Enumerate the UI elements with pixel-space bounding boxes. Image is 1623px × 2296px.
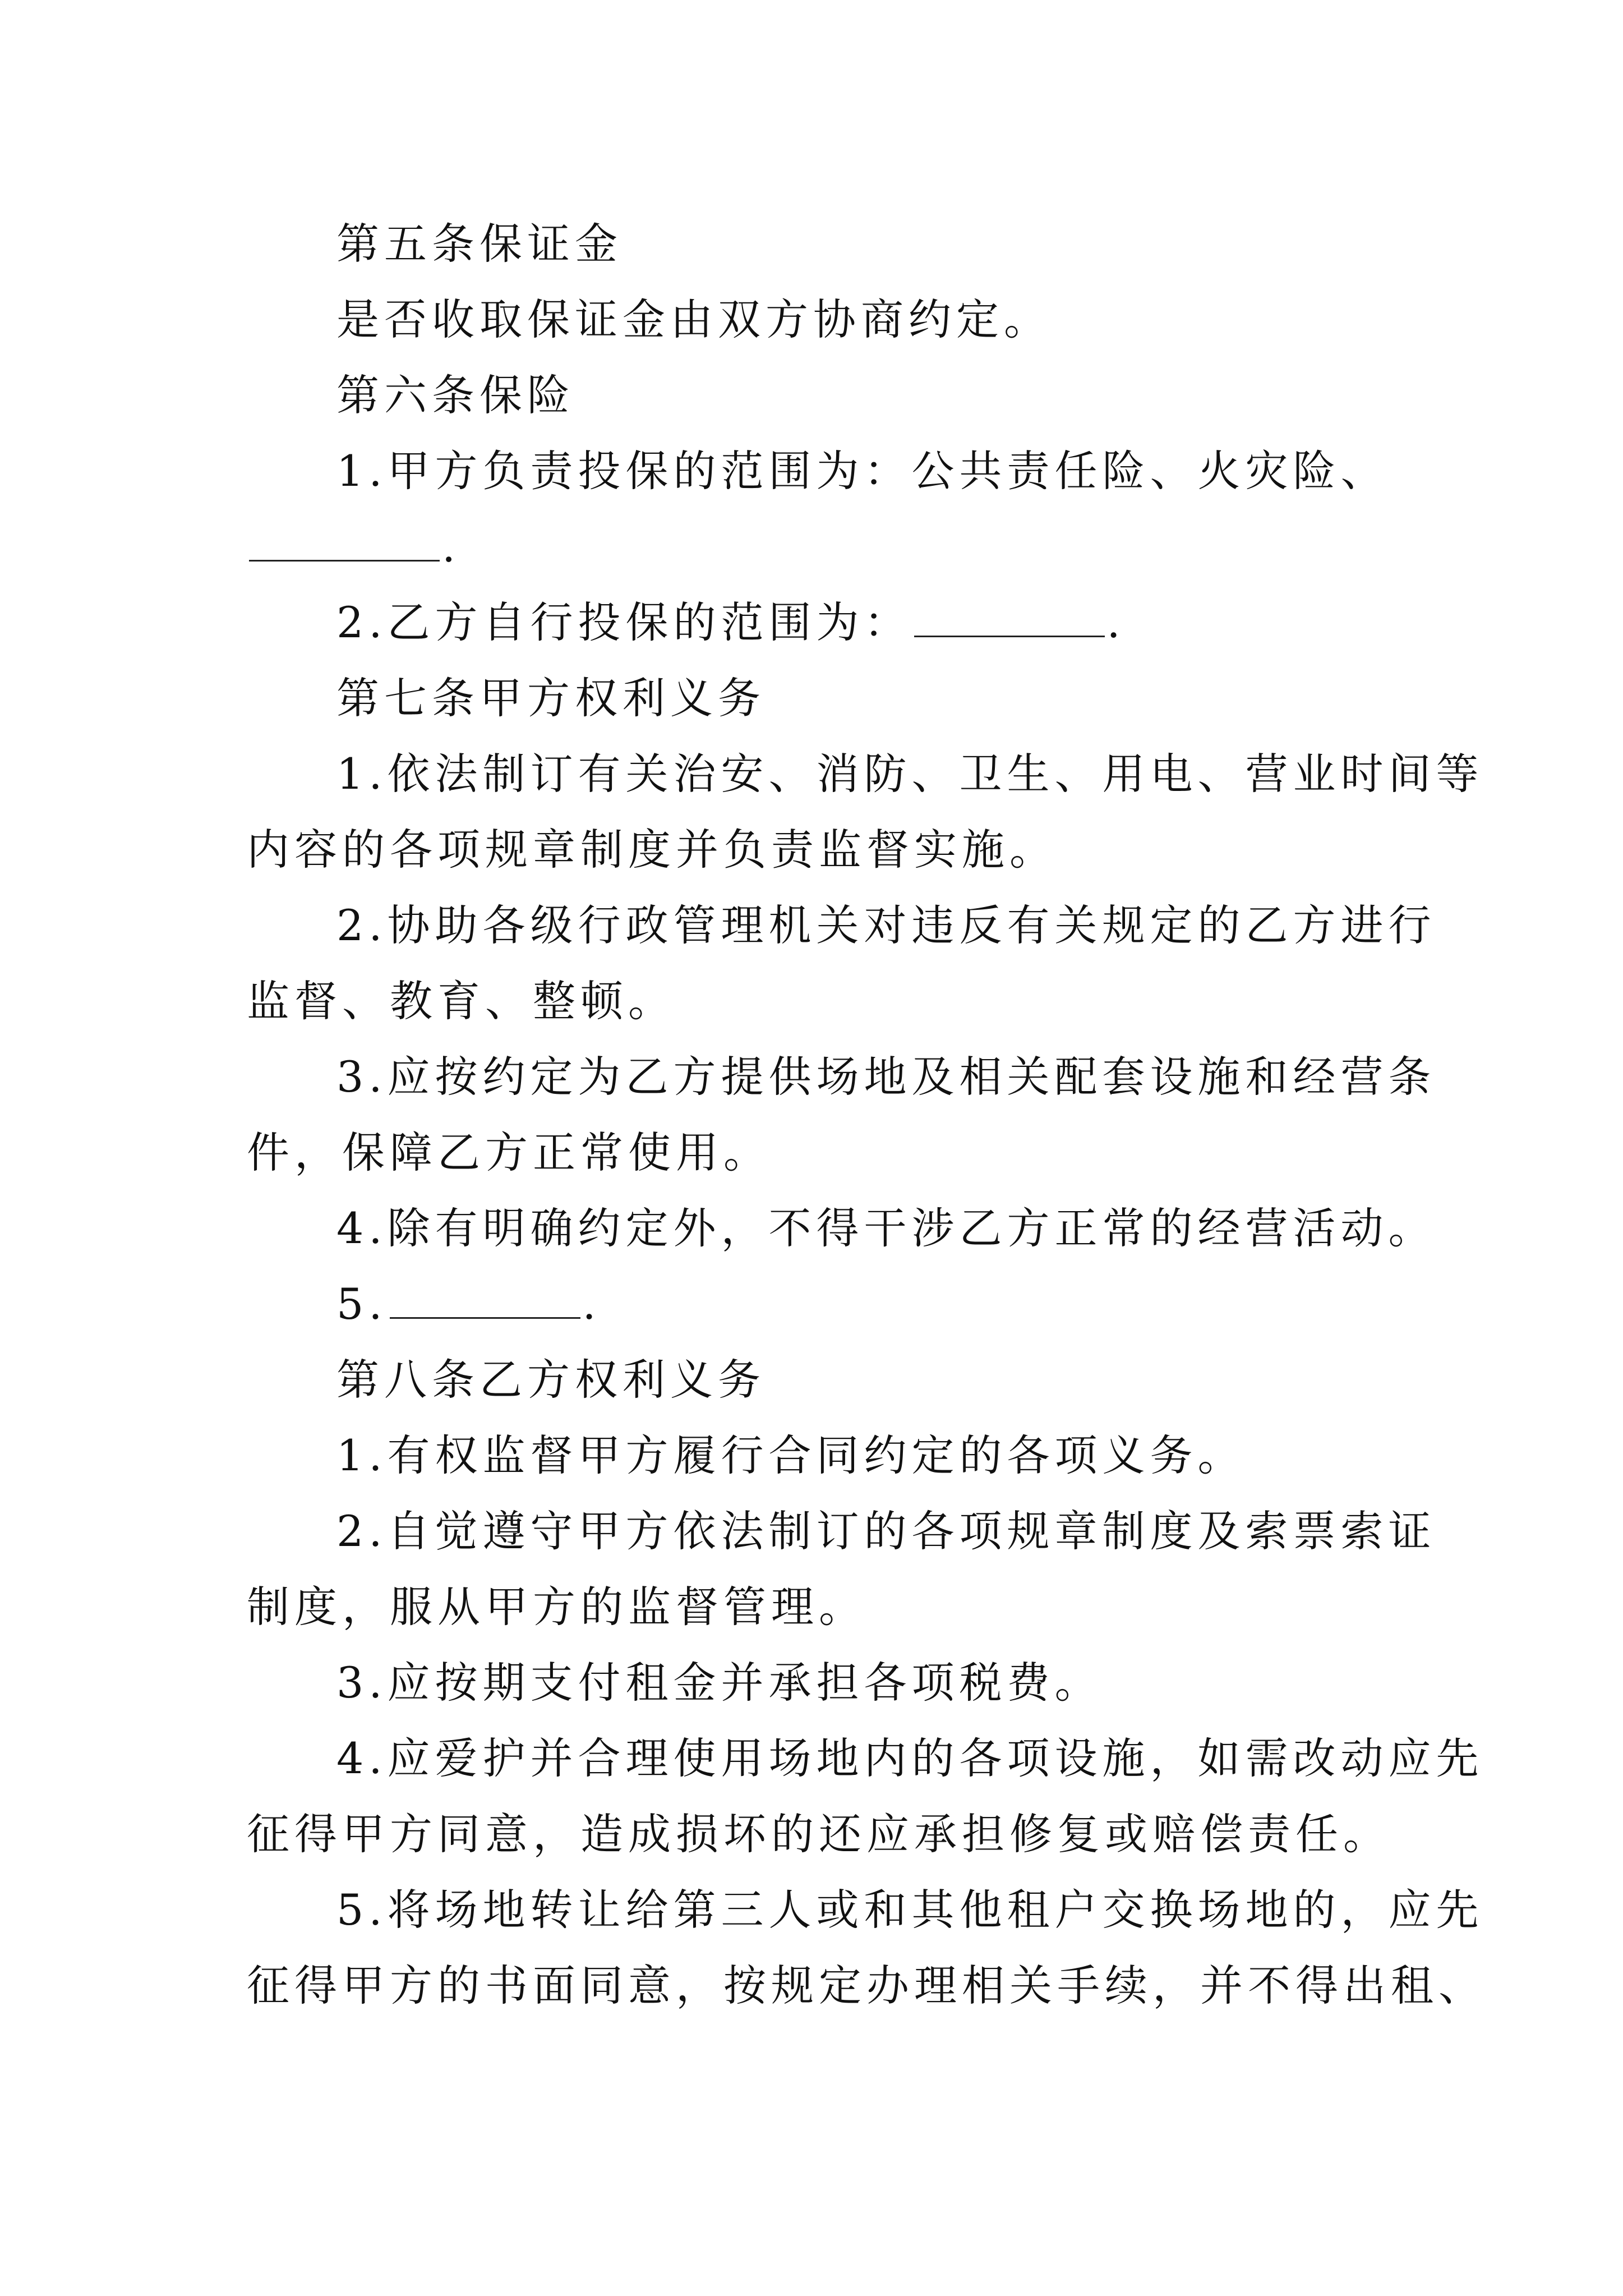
article-8-item-5-line-1: 5.将场地转让给第三人或和其他租户交换场地的，应先 xyxy=(336,1885,1484,1935)
article-6-item-1: 1.甲方负责投保的范围为：公共责任险、火灾险、 xyxy=(336,446,1389,496)
article-7-item-1-line-1: 1.依法制订有关治安、消防、卫生、用电、营业时间等 xyxy=(336,749,1484,799)
article-7-heading: 第七条甲方权利义务 xyxy=(336,673,766,723)
article-6-item-1-continuation xyxy=(247,516,460,578)
article-7-item-3-line-2: 件，保障乙方正常使用。 xyxy=(247,1128,771,1177)
article-7-item-2-line-2: 监督、教育、整顿。 xyxy=(247,976,676,1026)
article-8-item-4-line-1: 4.应爱护并合理使用场地内的各项设施，如需改动应先 xyxy=(336,1733,1484,1783)
article-7-item-3-line-1: 3.应按约定为乙方提供场地及相关配套设施和经营条 xyxy=(336,1052,1436,1102)
article-8-item-4-line-2: 征得甲方同意，造成损坏的还应承担修复或赔偿责任。 xyxy=(247,1809,1391,1859)
article-8-item-2-line-1: 2.自觉遵守甲方依法制订的各项规章制度及索票索证 xyxy=(336,1506,1436,1556)
article-7-item-2-line-1: 2.协助各级行政管理机关对违反有关规定的乙方进行 xyxy=(336,900,1436,950)
fill-in-blank xyxy=(914,602,1105,637)
article-7-item-5-prefix: 5. xyxy=(336,1279,388,1329)
article-8-item-2-line-2: 制度，服从甲方的监督管理。 xyxy=(247,1582,866,1632)
article-8-item-5-line-2: 征得甲方的书面同意，按规定办理相关手续，并不得出租、 xyxy=(247,1961,1486,2010)
article-7-item-1-line-2: 内容的各项规章制度并负责监督实施。 xyxy=(247,825,1057,875)
article-6-item-2-prefix: 2.乙方自行投保的范围为： xyxy=(336,597,912,647)
article-7-item-5-end: . xyxy=(582,1279,601,1329)
article-8-item-1: 1.有权监督甲方履行合同约定的各项义务。 xyxy=(336,1430,1246,1480)
article-5-heading: 第五条保证金 xyxy=(336,219,623,269)
article-6-heading: 第六条保险 xyxy=(336,370,575,420)
article-7-item-5 xyxy=(336,1273,601,1335)
article-8-item-3: 3.应按期支付租金并承担各项税费。 xyxy=(336,1658,1103,1708)
article-6-item-1-end: . xyxy=(442,522,461,572)
article-7-item-4: 4.除有明确约定外，不得干涉乙方正常的经营活动。 xyxy=(336,1203,1436,1253)
article-6-item-2 xyxy=(336,592,1126,654)
article-6-item-2-end: . xyxy=(1106,597,1126,647)
article-5-text: 是否收取保证金由双方协商约定。 xyxy=(336,295,1052,344)
article-8-heading: 第八条乙方权利义务 xyxy=(336,1355,766,1405)
fill-in-blank xyxy=(390,1283,580,1319)
fill-in-blank xyxy=(249,526,440,562)
